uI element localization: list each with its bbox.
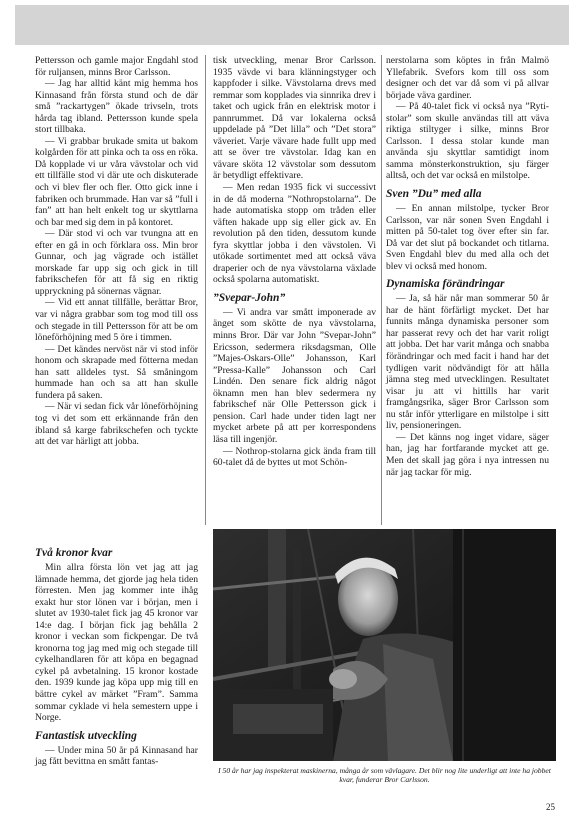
paragraph: — Där stod vi och var tvungna att en efter en gå in och förklara oss. Min bror Gunnar, och jag vägrade och istället morskade far upp sig och gick in till fabrikschefen för att få sig en riktig uppryckning på sönernas vägnar. — [35, 228, 198, 297]
paragraph: Min allra första lön vet jag att jag lämnade hemma, det gjorde jag hela tiden förresten. Men jag kommer inte ihåg exakt hur stor lönen var i början, men i slutet av 1930-talet fick jag 45 kronor var 14:e dag. I början fick jag behålla 2 kronor i veckan som fickpengar. De två kronorna tog jag med mig och stegade till cykelhandlaren för att köpa en begagnad cykel på avbetalning. 15 kronor kostade den. 1939 kunde jag köpa upp mig till en bättre cykel av märket ”Fram”. Samma sommar cyklade vi hela semestern uppe i Norge. — [35, 562, 198, 724]
article-column-1-lower — [35, 541, 198, 768]
column-rule — [205, 55, 206, 525]
paragraph: — Det kändes nervöst när vi stod inför honom och skrapade med fötterna medan han satt alldeles tyst. Så småningom hummade han och sa att han skulle fundera på saken. — [35, 343, 198, 401]
section-heading: Fantastisk utveckling — [35, 729, 137, 742]
column-rule — [381, 55, 382, 525]
article-column-3 — [386, 55, 549, 478]
paragraph: — Ja, så här når man sommerar 50 år har de hänt förfärligt mycket. Det har funnits många dynamiska personer som har passerat revy och det har varit roligt att jobba. Det har varit många och snabba förändringar och med facit i hand har det tydligen varit nödvändigt för att hålla jämna steg med utvecklingen. Resultatet visar ju att vi hittills har varit framgångsrika, säger Bror Carlsson som nu står inför ytterligare en milstolpe i sitt liv, pensioneringen. — [386, 293, 549, 432]
paragraph: tisk utveckling, menar Bror Carlsson. 1935 vävde vi bara klänningstyger och kappfoder i silke. Vävstolarna drevs med remmar som kopplades via sinnrika drev i taket och ugick från en elektrisk motor i pannrummet. Då var lokalerna också uppdelade på ”Det lilla” och ”Det stora” väveriet. Varje vävare hade fullt upp med att se över tre vävstolar. Idag kan en vävare sköta 12 vävstolar som dessutom är betydligt effektivare. — [213, 55, 376, 182]
paragraph: — Vi grabbar brukade smita ut bakom kolgården för att pinka och ta oss en röka. Då kopplade vi ur våra vävstolar och vid ett tillfälle stod vi där ute och diskuterade och vi blev fler och fler. Otto gick inne i fabriken och brummade. Han var så ”full i fan” att han helt enkelt tog ur skyttlarna och bar med sig dem in på kontoret. — [35, 135, 198, 228]
header-bar — [15, 5, 569, 45]
section-heading: Två kronor kvar — [35, 547, 113, 559]
section-heading: ”Svepar-John” — [213, 291, 286, 304]
paragraph: Pettersson och gamle major Engdahl stod för ruljansen, minns Bror Carlsson. — [35, 55, 198, 78]
paragraph: — Under mina 50 år på Kinnasand har jag fått bevittna en smått fantas- — [35, 744, 198, 768]
photo-caption: I 50 år har jag inspekterat maskinerna, många år som vävlagare. Det blir nog lite underligt att inte ha jobbet kvar, funderar Bror Carlsson. — [218, 766, 551, 784]
paragraph: — På 40-talet fick vi också nya ”Ryti-stolar” som skulle användas till att väva riktiga stiltyger i silke, minns Bror Carlsson. I dessa stolar kunde man använda sju skyttlar samtidigt inom samma mönsterkonstruktion, sju färger alltså, och det var också en milstolpe. — [386, 101, 549, 182]
article-photo — [213, 529, 556, 761]
paragraph: — Vid ett annat tillfälle, berättar Bror, var vi några grabbar som tog mod till oss och stegade in till Pettersson för att be om löneförhöjning med 5 öre i timmen. — [35, 297, 198, 344]
photo-illustration — [213, 529, 556, 761]
paragraph: — Jag har alltid känt mig hemma hos Kinnasand från första stund och de där små ”rackartygen” ökade trivseln, trots hårda tag ibland. Pettersson kunde spela stort tillbaka. — [35, 78, 198, 136]
paragraph: — Men redan 1935 fick vi successivt in de då moderna ”Nothropstolarna”. De hade automatiska stopp om tråden eller väften hakade upp sig eller gick av. En revolution på den tiden, dessutom kunde fyra skyttlar jobba i den vävstolen. Vi utökade sortimentet med att också väva draperier och de nya vävstolarna växlade också spolarna automatiskt. — [213, 182, 376, 286]
page-number: 25 — [546, 802, 555, 812]
paragraph: — Nothrop-stolarna gick ända fram till 60-talet då de byttes ut mot Schön- — [213, 445, 376, 469]
article-column-2 — [213, 55, 376, 469]
paragraph: — Det känns nog inget vidare, säger han, jag har fortfarande mycket att ge. Men det skall jag göra i nya intressen nu när jag tackar för mig. — [386, 431, 549, 478]
paragraph: — När vi sedan fick vår löneförhöjning tog vi det som ett erkännande från den ibland så karge fabrikschefen och tyckte att det var härligt att jobba. — [35, 401, 198, 448]
paragraph: nerstolarna som köptes in från Malmö Yllefabrik. Svefors kom till oss som designer och det var då som vi på allvar började väva gardiner. — [386, 55, 549, 101]
paragraph: — En annan milstolpe, tycker Bror Carlsson, var när sonen Sven Engdahl i mitten på 50-talet tog över efter sin far. Då var det slut på bockandet och titlarna. Sven Engdahl blev du med alla och det blev vi också med honom. — [386, 203, 549, 272]
section-heading: Sven ”Du” med alla — [386, 188, 482, 201]
article-column-1 — [35, 55, 198, 448]
paragraph: — Vi andra var smått imponerade av änget som skötte de nya vävstolarna, minns Bror. Där var John ”Svepar-John” Ericsson, sedermera riksdagsman, Olle ”Majes-Oskars-Olle” Johansson, Karl ”Pressa-Kalle” Johansson och Carl Lindén. Den senare fick aldrig något öknamn men han blev sedermera ny fabrikschef när Olle Pettersson gick i pension. Carl hade under tiden lagt ner mycket arbete på att per korrespondens läsa till ingenjör. — [213, 306, 376, 445]
section-heading: Dynamiska förändringar — [386, 278, 505, 291]
